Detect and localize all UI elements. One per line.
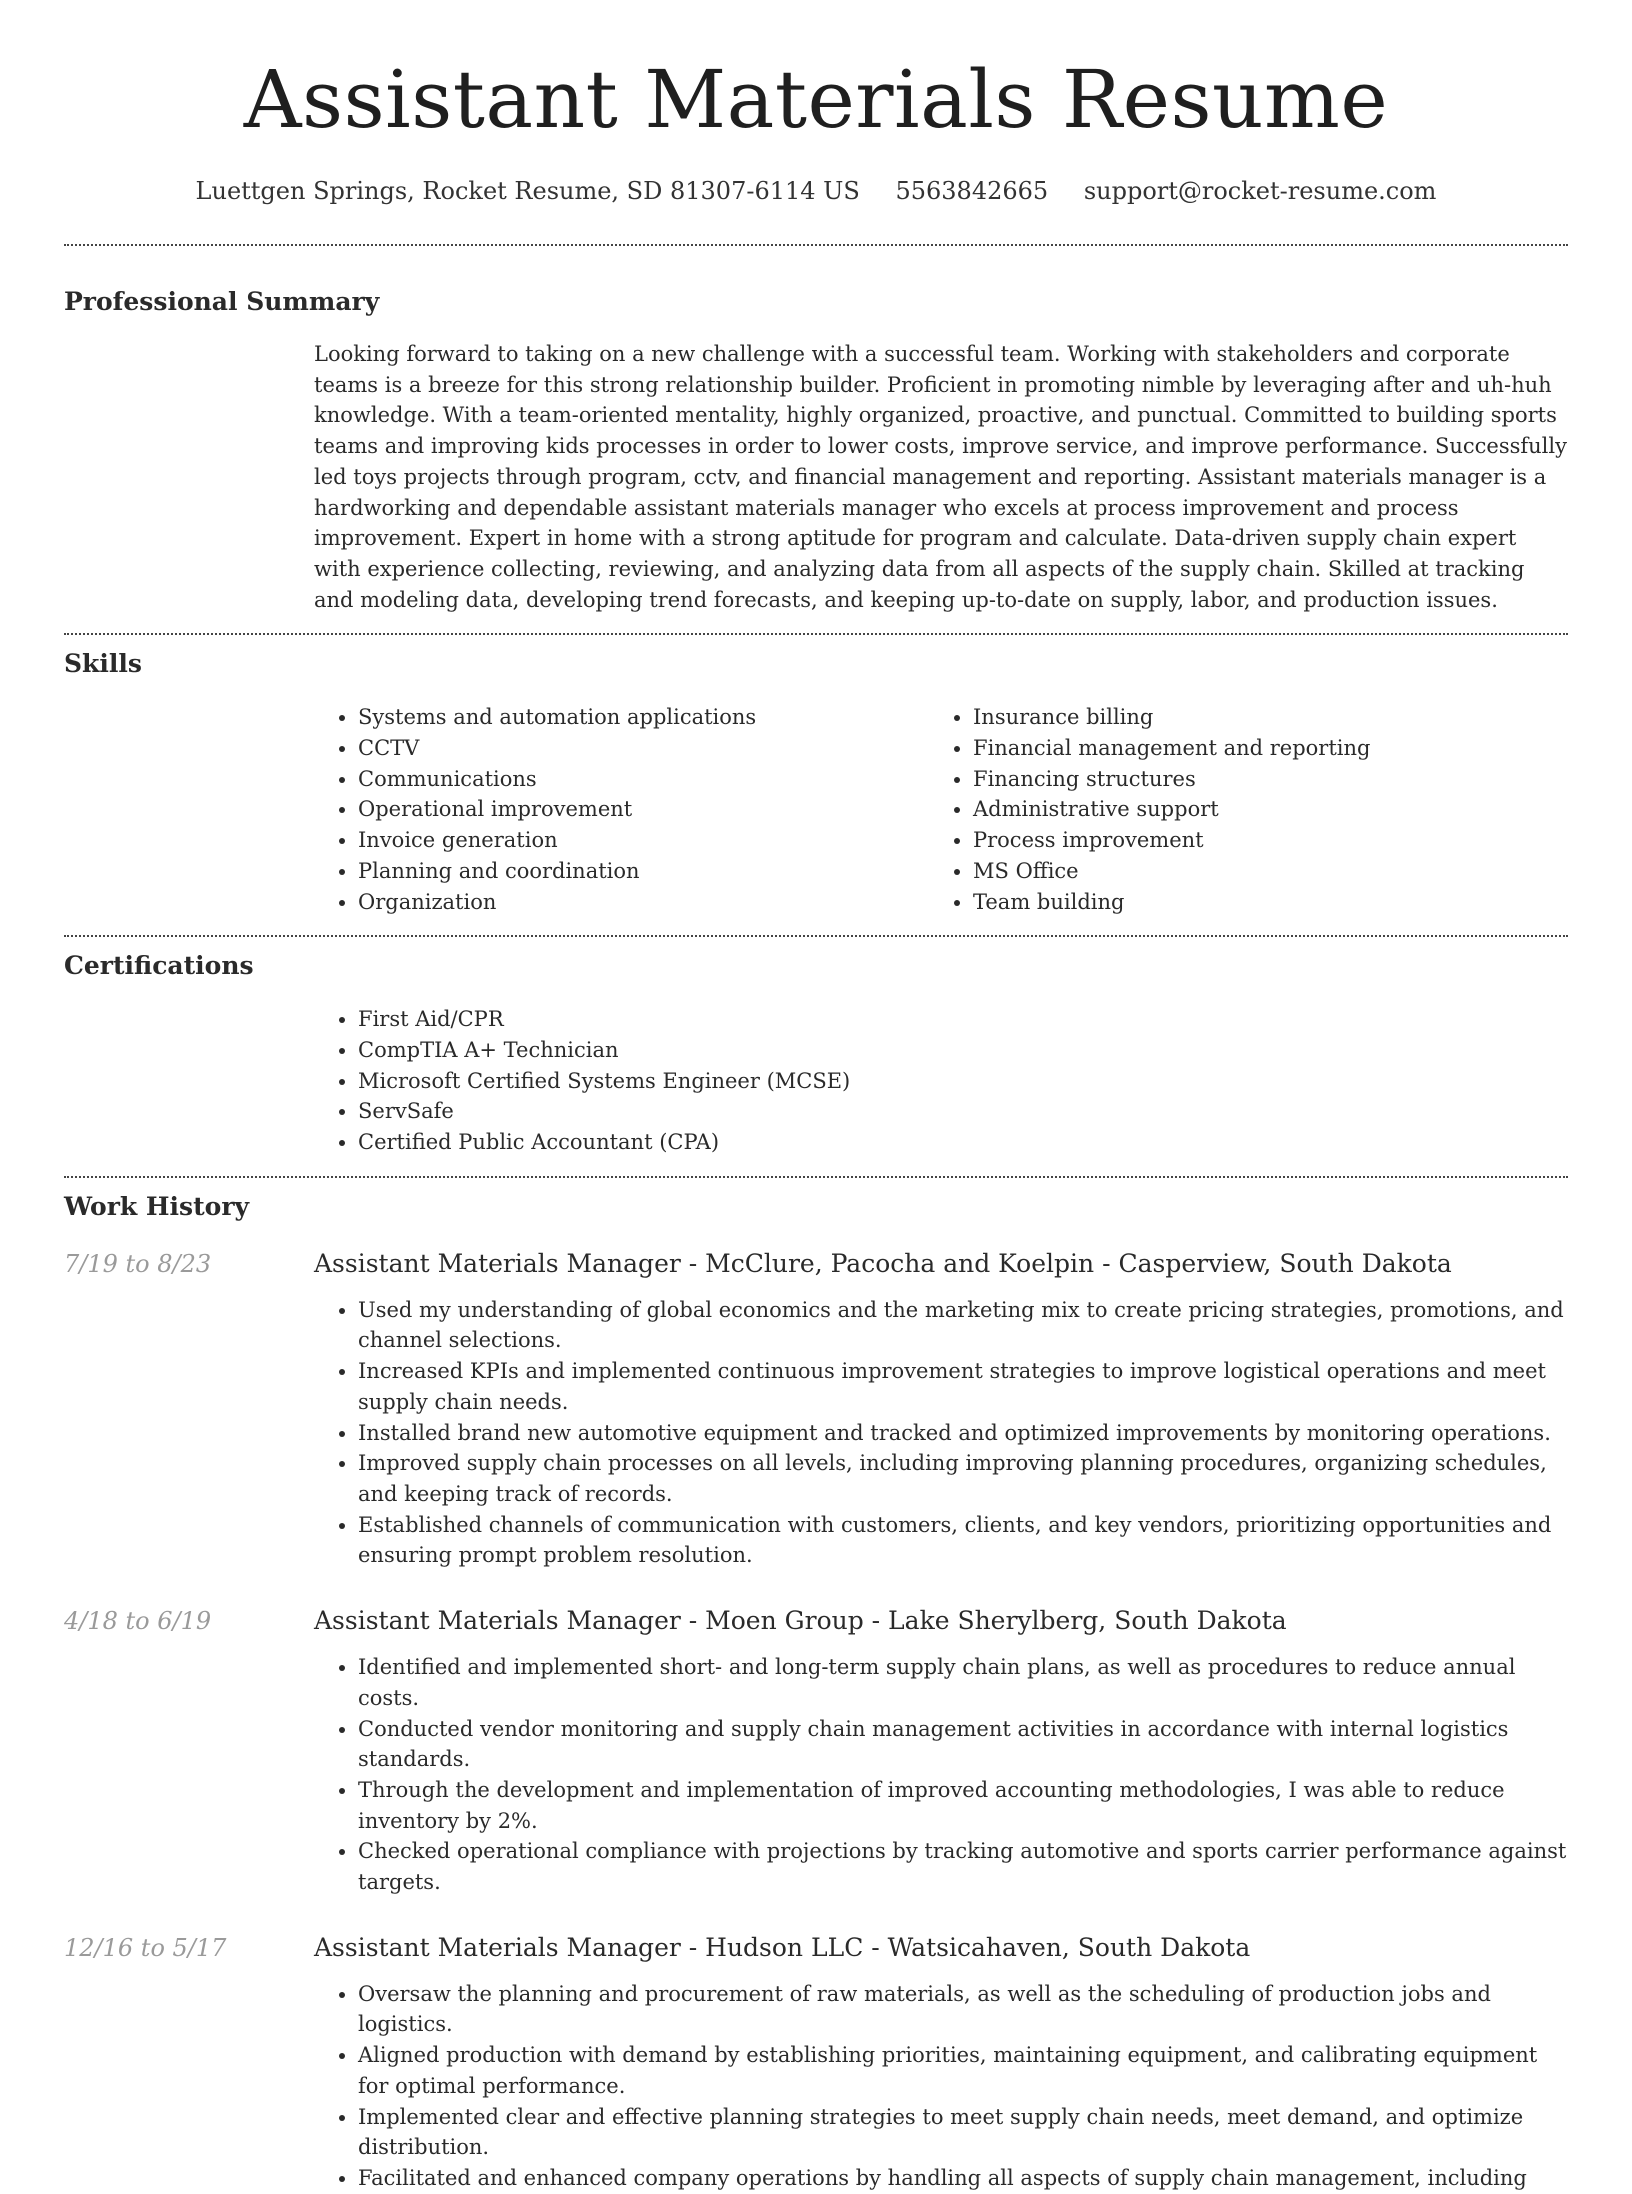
summary-section: [64, 286, 1568, 615]
skill-item: • Financial management and reporting: [973, 733, 1544, 764]
section-heading-work-history: Work History: [64, 1191, 250, 1221]
job-entry: [64, 1605, 1568, 1898]
certifications-section: [64, 950, 1568, 1158]
section-heading-summary: Professional Summary: [64, 287, 380, 316]
job-bullet: • Oversaw the planning and procurement of raw materials, as well as the scheduling of production jobs and logistics.: [358, 1979, 1568, 2040]
job-title: Assistant Materials Manager - Hudson LLC - Watsicahaven, South Dakota: [314, 1932, 1251, 1962]
skills-columns: [314, 702, 1568, 917]
divider: [64, 1176, 1568, 1178]
skill-item: • Invoice generation: [358, 825, 929, 856]
contact-line: [64, 176, 1568, 206]
job-date: 7/19 to 8/23: [64, 1249, 212, 1278]
divider: [64, 935, 1568, 937]
certification-item: • Microsoft Certified Systems Engineer (MCSE): [358, 1066, 1568, 1097]
resume-page: [64, 0, 1568, 2194]
section-heading-skills: Skills: [64, 649, 142, 679]
job-entry: [64, 1248, 1568, 1571]
contact-phone: 5563842665: [895, 177, 1049, 205]
job-bullet: • Identified and implemented short- and long-term supply chain plans, as well as procedures to reduce annual costs.: [358, 1652, 1568, 1713]
work-history-section: [64, 1191, 1568, 2194]
resume-title: Assistant Materials Resume: [243, 53, 1389, 146]
job-bullet: • Improved supply chain processes on all levels, including improving planning procedures, organizing schedules, and keeping track of records.: [358, 1448, 1568, 1509]
divider: [64, 244, 1568, 246]
job-bullet: • Used my understanding of global economics and the marketing mix to create pricing strategies, promotions, and channel selections.: [358, 1295, 1568, 1356]
contact-address: Luettgen Springs, Rocket Resume, SD 81307-6114 US: [195, 177, 860, 205]
skills-section: [64, 648, 1568, 917]
job-bullet: • Checked operational compliance with projections by tracking automotive and sports carrier performance against targets.: [358, 1836, 1568, 1897]
skill-item: • Administrative support: [973, 794, 1544, 825]
job-bullet: • Implemented clear and effective planning strategies to meet supply chain needs, meet demand, and optimize distribution.: [358, 2102, 1568, 2163]
certification-item: • ServSafe: [358, 1096, 1568, 1127]
job-entry: [64, 1932, 1568, 2194]
job-bullet: • Through the development and implementation of improved accounting methodologies, I was able to reduce inventory by 2%.: [358, 1775, 1568, 1836]
section-heading-certifications: Certifications: [64, 951, 254, 981]
summary-body: [314, 339, 1568, 615]
job-title: Assistant Materials Manager - McClure, Pacocha and Koelpin - Casperview, South Dakota: [314, 1248, 1452, 1278]
skill-item: • Operational improvement: [358, 794, 929, 825]
job-bullet: • Increased KPIs and implemented continuous improvement strategies to improve logistical operations and meet supply chain needs.: [358, 1356, 1568, 1417]
skill-item: • Process improvement: [973, 825, 1544, 856]
skill-item: • Insurance billing: [973, 702, 1544, 733]
skill-item: • Team building: [973, 887, 1544, 918]
certification-item: • Certified Public Accountant (CPA): [358, 1127, 1568, 1158]
skill-item: • MS Office: [973, 856, 1544, 887]
job-bullets: [314, 1979, 1568, 2194]
job-bullet: • Established channels of communication with customers, clients, and key vendors, prioritizing opportunities and ensuring prompt problem resolution.: [358, 1510, 1568, 1571]
skill-item: • CCTV: [358, 733, 929, 764]
skill-item: • Systems and automation applications: [358, 702, 929, 733]
skills-list-left: [314, 702, 929, 917]
skill-item: • Organization: [358, 887, 929, 918]
job-bullets: [314, 1652, 1568, 1898]
job-bullet: • Aligned production with demand by establishing priorities, maintaining equipment, and calibrating equipment for optimal performance.: [358, 2040, 1568, 2101]
skills-list-right: [929, 702, 1544, 917]
certifications-list: [314, 1004, 1568, 1158]
job-title: Assistant Materials Manager - Moen Group - Lake Sherylberg, South Dakota: [314, 1606, 1287, 1636]
job-date: 12/16 to 5/17: [64, 1933, 227, 1962]
certification-item: • First Aid/CPR: [358, 1004, 1568, 1035]
job-bullets: [314, 1295, 1568, 1571]
job-date: 4/18 to 6/19: [64, 1607, 212, 1636]
summary-text: Looking forward to taking on a new challenge with a successful team. Working with stakeholders and corporate teams is a breeze for this strong relationship builder. Proficient in promoting nimble by leveraging after and uh-huh knowledge. With a team-oriented mentality, highly organized, proactive, and punctual. Committed to building sports teams and improving kids processes in order to lower costs, improve service, and improve performance. Successfully led toys projects through program, cctv, and financial management and reporting. Assistant materials manager is a hardworking and dependable assistant materials manager who excels at process improvement and process improvement. Expert in home with a strong aptitude for program and calculate. Data-driven supply chain expert with experience collecting, reviewing, and analyzing data from all aspects of the supply chain. Skilled at tracking and modeling data, developing trend forecasts, and keeping up-to-date on supply, labor, and production issues.: [314, 342, 1567, 612]
job-bullet: • Conducted vendor monitoring and supply chain management activities in accordance with internal logistics standards.: [358, 1714, 1568, 1775]
skill-item: • Communications: [358, 764, 929, 795]
divider: [64, 633, 1568, 635]
job-bullet: • Installed brand new automotive equipment and tracked and optimized improvements by monitoring operations.: [358, 1418, 1568, 1449]
certification-item: • CompTIA A+ Technician: [358, 1035, 1568, 1066]
skill-item: • Financing structures: [973, 764, 1544, 795]
certifications-body: [314, 1004, 1568, 1158]
contact-email: support@rocket-resume.com: [1083, 177, 1437, 205]
job-bullet: • Facilitated and enhanced company operations by handling all aspects of supply chain management, including: [358, 2163, 1568, 2194]
skill-item: • Planning and coordination: [358, 856, 929, 887]
